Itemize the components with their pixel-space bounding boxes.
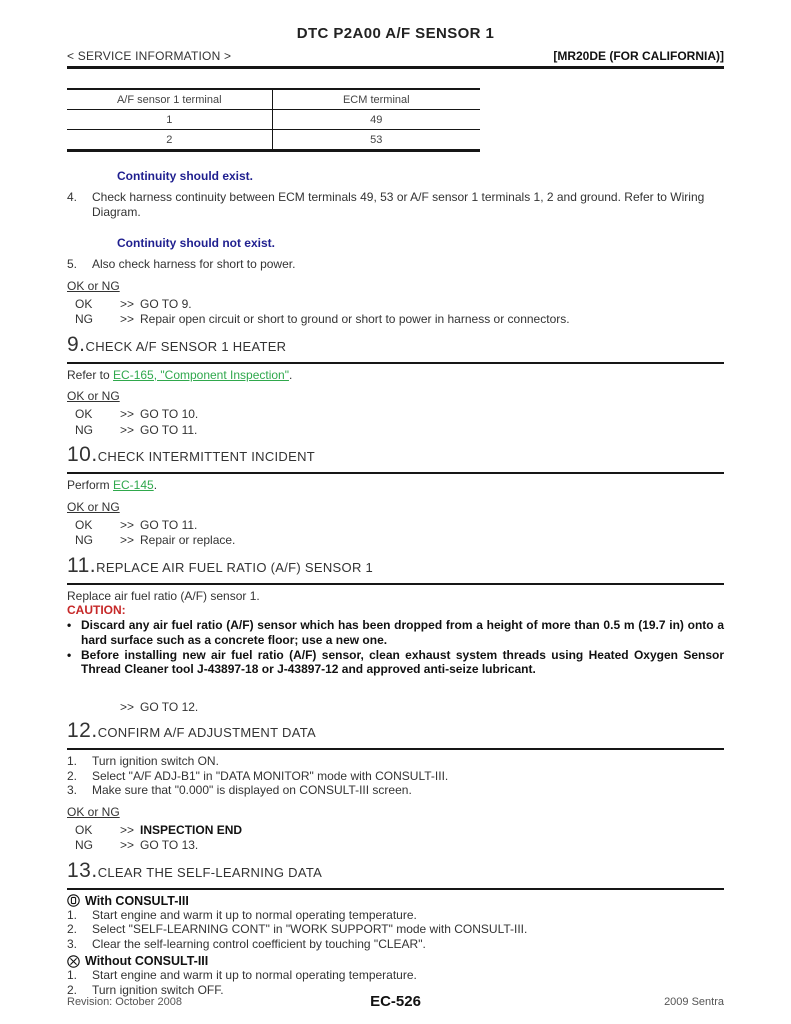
with-consult-icon xyxy=(67,894,80,907)
numbered-step xyxy=(67,754,724,769)
page-title: DTC P2A00 A/F SENSOR 1 xyxy=(296,25,495,42)
result-ok xyxy=(67,297,724,313)
numbered-step xyxy=(67,769,724,784)
service-information-label: < SERVICE INFORMATION > xyxy=(67,49,232,63)
ok-or-ng-label: OK or NG xyxy=(67,499,120,514)
result-ng xyxy=(67,423,724,439)
step-text: Turn ignition switch ON. xyxy=(92,754,219,769)
result-label: OK xyxy=(75,296,93,311)
terminal-table xyxy=(67,88,480,152)
step-text: Clear the self-learning control coefficient by touching "CLEAR". xyxy=(92,936,426,951)
result-label: NG xyxy=(75,312,93,326)
result-arrow: >> xyxy=(120,296,135,311)
result-label: OK xyxy=(75,407,93,421)
step-number: 4. xyxy=(67,190,78,204)
result-arrow: >> xyxy=(120,407,135,421)
engine-variant-label: [MR20DE (FOR CALIFORNIA)] xyxy=(553,49,724,63)
spec-continuity-exist: Continuity should exist. xyxy=(117,169,254,183)
section-rule xyxy=(67,362,724,364)
result-arrow: >> xyxy=(120,312,135,326)
table-row xyxy=(67,110,480,130)
bullet-icon: • xyxy=(67,618,72,632)
refer-prefix: Refer to xyxy=(67,367,114,382)
replace-sensor-line: Replace air fuel ratio (A/F) sensor 1. xyxy=(67,588,260,603)
section-rule xyxy=(67,472,724,474)
with-consult-heading xyxy=(67,894,724,908)
result-arrow: >> xyxy=(120,517,135,532)
result-text: GO TO 12. xyxy=(140,700,199,715)
step-number: 1. xyxy=(67,968,78,983)
result-text: GO TO 10. xyxy=(140,407,199,421)
step-number: 2. xyxy=(67,922,78,937)
section-title: CHECK A/F SENSOR 1 HEATER xyxy=(85,338,287,354)
spec-continuity-not-exist: Continuity should not exist. xyxy=(117,236,275,250)
section-13-header xyxy=(67,859,724,883)
without-consult-heading xyxy=(67,954,724,968)
result-ng xyxy=(67,312,724,328)
step-number: 3. xyxy=(67,936,78,951)
result-arrow: >> xyxy=(120,838,135,853)
result-ng xyxy=(67,533,724,549)
section-number: 10. xyxy=(67,443,98,466)
section-title: REPLACE AIR FUEL RATIO (A/F) SENSOR 1 xyxy=(96,559,374,575)
table-cell: 1 xyxy=(67,110,272,130)
section-number: 13. xyxy=(67,858,98,882)
table-header-ecm-terminal: ECM terminal xyxy=(272,89,480,110)
result-ng xyxy=(67,838,724,854)
bullet-icon: • xyxy=(67,647,72,662)
result-text: GO TO 11. xyxy=(140,422,198,437)
table-cell: 53 xyxy=(370,133,383,146)
numbered-step xyxy=(67,968,724,983)
step-text: Check harness continuity between ECM terminals 49, 53 or A/F sensor 1 terminals 1, 2 and ground. Refer to Wiring Diagram. xyxy=(92,190,705,219)
perform-line xyxy=(67,478,724,493)
step-text: Turn ignition switch OFF. xyxy=(92,982,224,997)
with-consult-label: With CONSULT-III xyxy=(85,893,189,908)
step-text: Start engine and warm it up to normal operating temperature. xyxy=(92,968,417,983)
caution-text: Before installing new air fuel ratio (A/F) sensor, clean exhaust system threads using Heated Oxygen Sensor Thread Cleaner tool J-43897-18 or J-43897-12 and approved anti-seize lubricant. xyxy=(81,647,724,677)
numbered-step xyxy=(67,937,724,952)
step-text: Select "SELF-LEARNING CONT" in "WORK SUPPORT" mode with CONSULT-III. xyxy=(92,922,528,937)
step-number: 1. xyxy=(67,907,78,922)
ok-or-ng-label: OK or NG xyxy=(67,278,120,293)
result-label: NG xyxy=(75,838,93,853)
step-text: Select "A/F ADJ-B1" in "DATA MONITOR" mode with CONSULT-III. xyxy=(92,768,449,783)
step-text: Make sure that "0.000" is displayed on CONSULT-III screen. xyxy=(92,783,412,798)
caution-item xyxy=(67,618,724,648)
numbered-step xyxy=(67,922,724,937)
result-ok xyxy=(67,407,724,423)
result-arrow: >> xyxy=(120,700,135,715)
step-text: Also check harness for short to power. xyxy=(92,257,296,271)
result-label: NG xyxy=(75,533,93,547)
refer-line xyxy=(67,368,724,383)
result-label: OK xyxy=(75,822,93,837)
result-text: Repair or replace. xyxy=(140,533,236,547)
section-rule xyxy=(67,583,724,585)
table-row xyxy=(67,130,480,151)
link-ec-145[interactable]: EC-145 xyxy=(113,478,154,492)
without-consult-icon xyxy=(67,955,80,968)
footer-model-year: 2009 Sentra xyxy=(664,996,724,1008)
step-5 xyxy=(67,257,724,272)
result-label: OK xyxy=(75,517,93,532)
section-10-header xyxy=(67,443,724,467)
perform-suffix: . xyxy=(153,478,158,492)
step-number: 2. xyxy=(67,982,78,997)
step-text: Start engine and warm it up to normal operating temperature. xyxy=(92,907,417,922)
result-label: NG xyxy=(75,422,93,437)
table-header-af-terminal: A/F sensor 1 terminal xyxy=(67,89,272,110)
section-number: 11. xyxy=(67,553,97,577)
section-11-header xyxy=(67,554,724,578)
result-text-inspection-end: INSPECTION END xyxy=(140,822,243,837)
result-arrow: >> xyxy=(120,822,135,837)
section-12-header xyxy=(67,719,724,743)
result-text: GO TO 13. xyxy=(140,838,199,853)
subheader xyxy=(67,49,724,63)
page-footer xyxy=(67,993,724,1010)
section-title: CONFIRM A/F ADJUSTMENT DATA xyxy=(97,725,316,741)
table-cell: 49 xyxy=(272,110,480,130)
ok-or-ng-label: OK or NG xyxy=(67,389,120,403)
step-4 xyxy=(67,190,724,219)
table-cell: 2 xyxy=(67,130,272,151)
perform-prefix: Perform xyxy=(67,478,114,492)
table-header-row xyxy=(67,89,480,110)
numbered-step xyxy=(67,783,724,798)
caution-label: CAUTION: xyxy=(67,603,126,617)
ok-or-ng-label: OK or NG xyxy=(67,804,120,819)
result-ok xyxy=(67,823,724,839)
step-number: 3. xyxy=(67,783,78,798)
section-number: 12. xyxy=(67,719,98,743)
header-rule xyxy=(67,66,724,69)
step-number: 1. xyxy=(67,754,78,769)
section-rule xyxy=(67,748,724,750)
section-title: CLEAR THE SELF-LEARNING DATA xyxy=(97,864,323,880)
refer-suffix: . xyxy=(288,367,293,382)
section-number: 9. xyxy=(67,332,86,356)
without-consult-label: Without CONSULT-III xyxy=(85,954,209,969)
step-number: 5. xyxy=(67,257,78,271)
caution-text: Discard any air fuel ratio (A/F) sensor which has been dropped from a height of more than 0.5 m (19.7 in) onto a hard surface such as a concrete floor; use a new one. xyxy=(81,618,724,647)
step-number: 2. xyxy=(67,768,78,783)
section-title: CHECK INTERMITTENT INCIDENT xyxy=(97,449,316,464)
result-arrow: >> xyxy=(120,533,135,547)
numbered-step xyxy=(67,908,724,923)
footer-page-code: EC-526 xyxy=(370,993,421,1010)
goto-12-line xyxy=(67,700,724,714)
link-ec-165-component-inspection[interactable]: EC-165, "Component Inspection" xyxy=(113,367,289,382)
section-rule xyxy=(67,888,724,890)
result-ok xyxy=(67,518,724,534)
caution-item xyxy=(67,648,724,678)
footer-revision: Revision: October 2008 xyxy=(67,996,182,1008)
result-text: GO TO 9. xyxy=(140,296,192,311)
section-9-header xyxy=(67,333,724,357)
result-text: Repair open circuit or short to ground or short to power in harness or connectors. xyxy=(140,312,570,326)
result-text: GO TO 11. xyxy=(140,517,198,532)
result-arrow: >> xyxy=(120,422,135,437)
